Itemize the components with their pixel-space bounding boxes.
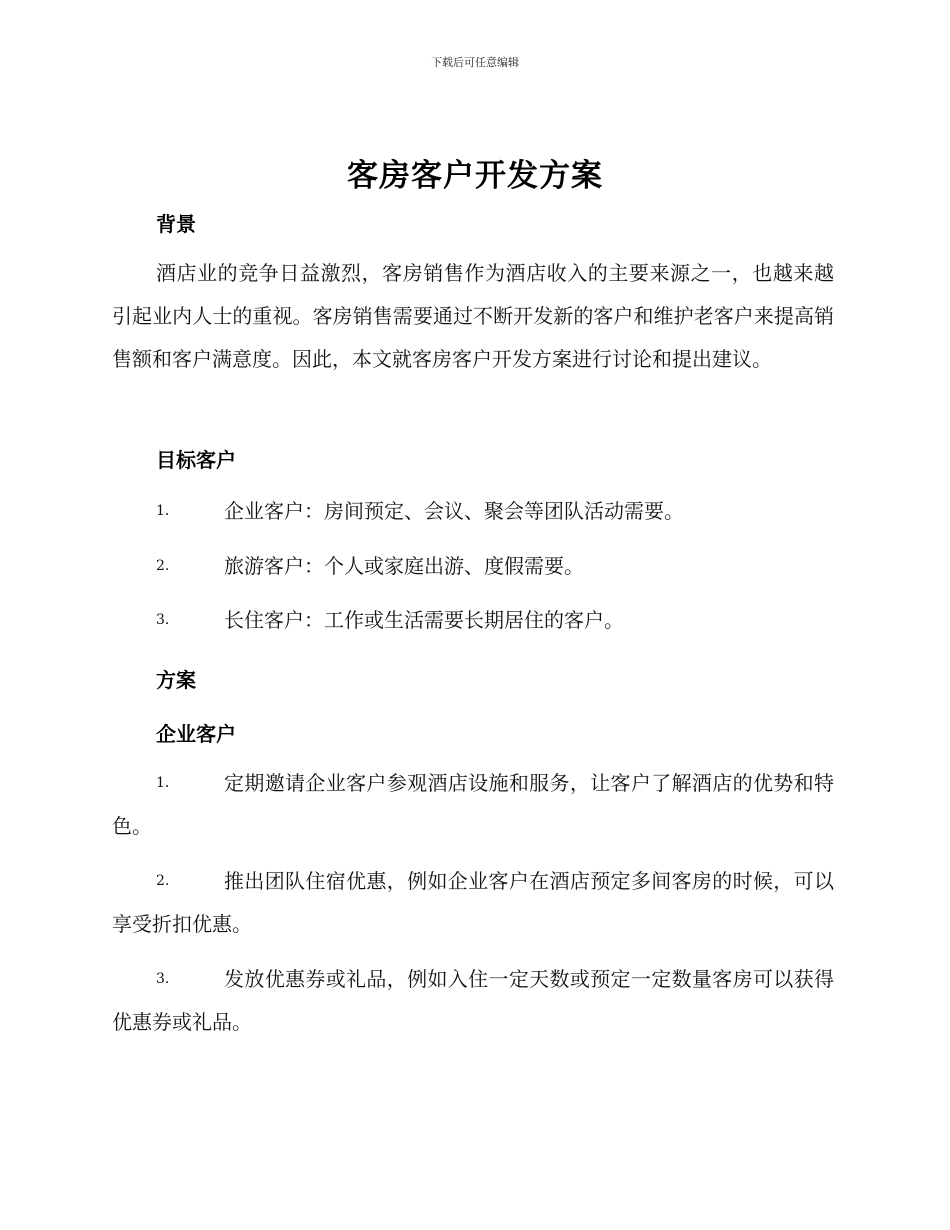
list-number: 2. — [156, 558, 170, 574]
section-heading-target: 目标客户 — [156, 448, 236, 472]
list-number: 2. — [156, 873, 170, 889]
list-number: 3. — [156, 971, 170, 987]
enterprise-list-item — [112, 860, 834, 946]
list-text: 长住客户：工作或生活需要长期居住的客户。 — [224, 608, 624, 632]
list-text: 定期邀请企业客户参观酒店设施和服务，让客户了解酒店的优势和特色。 — [112, 771, 834, 838]
list-text: 发放优惠券或礼品，例如入住一定天数或预定一定数量客房可以获得优惠券或礼品。 — [112, 967, 834, 1034]
enterprise-list-item — [112, 762, 834, 848]
list-number: 1. — [156, 503, 170, 519]
target-list-item — [112, 545, 834, 588]
list-text: 旅游客户：个人或家庭出游、度假需要。 — [224, 554, 584, 578]
header-note: 下载后可任意编辑 — [431, 56, 519, 69]
enterprise-list-item — [112, 958, 834, 1044]
list-number: 3. — [156, 612, 170, 628]
document-title: 客房客户开发方案 — [347, 158, 603, 194]
section-heading-enterprise: 企业客户 — [156, 722, 236, 746]
target-list-item — [112, 599, 834, 642]
list-number: 1. — [156, 775, 170, 791]
background-paragraph: 酒店业的竞争日益激烈，客房销售作为酒店收入的主要来源之一，也越来越引起业内人士的重视。客房销售需要通过不断开发新的客户和维护老客户来提高销售额和客户满意度。因此，本文就客房客户开发方案进行讨论和提出建议。 — [112, 261, 834, 371]
section-heading-plan: 方案 — [156, 668, 196, 692]
target-list-item — [112, 490, 834, 533]
section-heading-background: 背景 — [156, 212, 196, 236]
list-text: 企业客户：房间预定、会议、聚会等团队活动需要。 — [224, 499, 684, 523]
list-text: 推出团队住宿优惠，例如企业客户在酒店预定多间客房的时候，可以享受折扣优惠。 — [112, 869, 834, 936]
